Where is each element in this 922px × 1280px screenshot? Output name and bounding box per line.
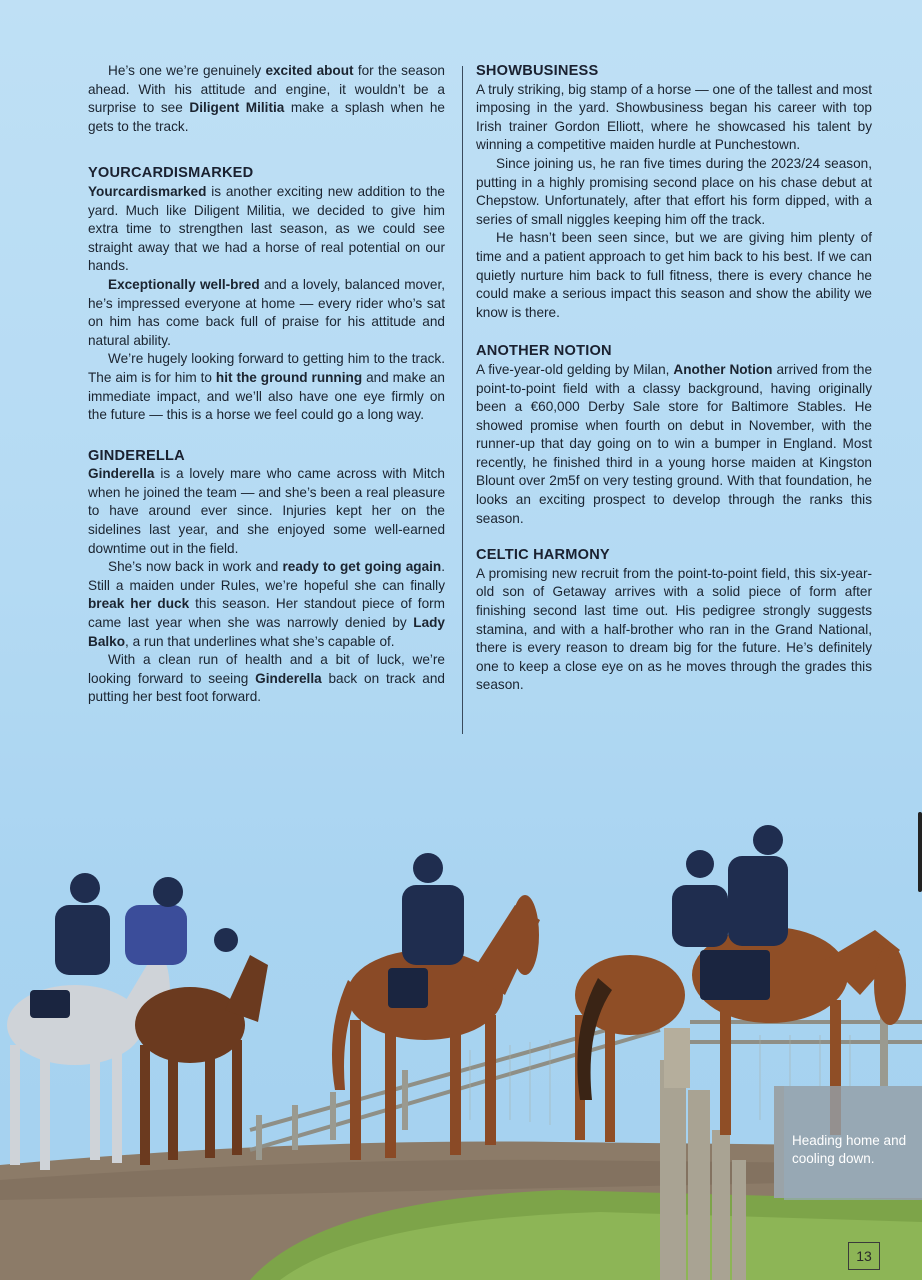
ginderella-heading: GINDERELLA <box>88 447 185 464</box>
another-notion-paragraph-1: A five-year-old gelding by Milan, Another Notion arrived from the point-to-point field with a classy background, having originally been a €60,000 Derby Sale store for Baltimore Stables. He showed promise when fourth on debut in November, with the runner-up that day going on to win a bumper in England. Most recently, he finished third in a young horse maiden at Kingston Blount over 2m5f on very testing ground. With that foundation, he looks an exciting prospect to develop through the ranks this season. <box>476 361 873 526</box>
page-number: 13 <box>848 1242 880 1270</box>
yourcardismarked-paragraph-2: Exceptionally well-bred and a lovely, balanced mover, he’s impressed everyone at home — every rider who’s sat on him has come back full of praise for his attitude and natural ability. <box>88 276 445 348</box>
showbusiness-paragraph-2: Since joining us, he ran five times during the 2023/24 season, putting in a highly promising second place on his chase debut at Chepstow. Unfortunately, after that effort his form dipped, with a series of small niggles keeping him off the track. <box>476 155 872 227</box>
yourcardismarked-paragraph-3: We’re hugely looking forward to getting him to the track. The aim is for him to hit the ground running and make an immediate impact, and we’ll also have one eye firmly on the future — this is a horse we feel could go a long way. <box>88 351 445 423</box>
yourcardismarked-section <box>88 164 445 424</box>
another-notion-section <box>476 342 872 528</box>
photo-caption: Heading home and cooling down. <box>792 1133 907 1166</box>
ginderella-paragraph-3: With a clean run of health and a bit of luck, we’re looking forward to seeing Ginderella back on track and putting her best foot forward. <box>88 652 445 705</box>
ginderella-paragraph-1: Ginderella is a lovely mare who came across with Mitch when he joined the team — and she’s been a real pleasure to have around ever since. Injuries kept her on the sidelines last year, and she enjoyed some well-earned downtime out in the field. <box>88 466 445 556</box>
intro-paragraph: He’s one we’re genuinely excited about for the season ahead. With his attitude and engine, it wouldn’t be a surprise to see Diligent Militia make a splash when he gets to the track. <box>88 63 445 134</box>
showbusiness-paragraph-3: He hasn’t been seen since, but we are giving him plenty of time and a patient approach to get him back to his best. If we can quietly nurture him back to full fitness, there is every chance he could make a serious impact this season and show the ability we know is there. <box>476 230 872 320</box>
right-column <box>476 62 872 695</box>
showbusiness-heading: SHOWBUSINESS <box>476 63 599 79</box>
ginderella-paragraph-2: She’s now back in work and ready to get going again. Still a maiden under Rules, we’re hopeful she can finally break her duck this season. Her standout piece of form came last year when she was narrowly denied by Lady Balko, a run that underlines what she’s capable of. <box>88 559 445 649</box>
left-column <box>88 62 445 707</box>
showbusiness-section <box>476 62 872 322</box>
horses-photo <box>0 760 922 1280</box>
horses-illustration <box>0 760 922 1280</box>
ginderella-section <box>88 447 445 707</box>
foreground-posts <box>660 1060 746 1280</box>
column-divider <box>462 66 463 734</box>
celtic-harmony-section <box>476 546 872 695</box>
showbusiness-paragraph-1: A truly striking, big stamp of a horse — one of the tallest and most imposing in the yard. Showbusiness began his career with top Irish trainer Gordon Elliott, where he showcased his talent by winning a competitive maiden hurdle at Punchestown. <box>476 81 872 153</box>
another-notion-heading: ANOTHER NOTION <box>476 343 612 360</box>
page-edge-mark <box>918 812 922 892</box>
yourcardismarked-paragraph-1: Yourcardismarked is another exciting new addition to the yard. Much like Diligent Militia, we decided to give him extra time to strengthen last season, as we could see straight away that we had a horse of real potential on our hands. <box>88 183 445 274</box>
yourcardismarked-heading: YOURCARDISMARKED <box>88 165 254 182</box>
riders <box>55 825 788 975</box>
intro-section <box>88 62 445 136</box>
celtic-harmony-paragraph-1: A promising new recruit from the point-to-point field, this six-year-old son of Getaway arrives with a solid piece of form after finishing second last time out. His pedigree strongly suggests stamina, and with a half-brother who ran in the Grand National, there is every reason to dream big for the future. He’s definitely one to keep a close eye on as he moves through the grades this season. <box>476 565 872 693</box>
celtic-harmony-heading: CELTIC HARMONY <box>476 547 610 564</box>
